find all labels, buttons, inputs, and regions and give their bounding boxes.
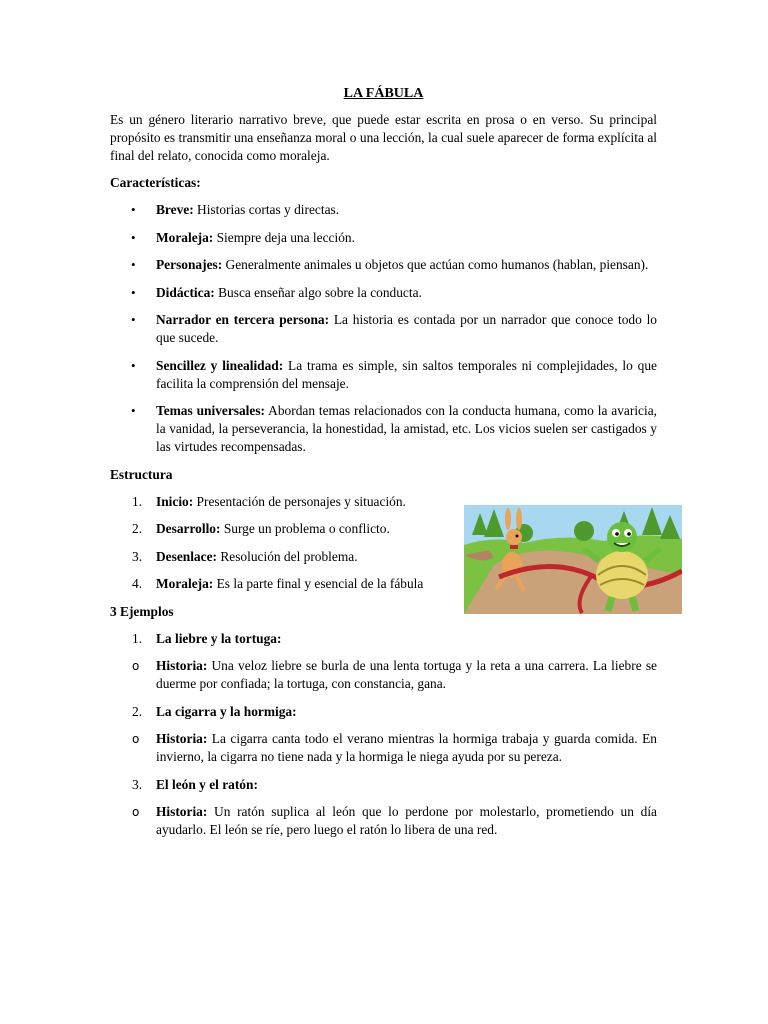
bullet-icon: • [131,357,136,373]
sub-item [110,657,657,693]
item-text: Busca enseñar algo sobre la conducta. [214,284,422,300]
example-sublist [110,657,657,693]
item-term: Personajes: [156,257,223,272]
item-term: Breve: [156,202,194,217]
hare-tortoise-race-illustration [464,505,682,614]
bullet-icon: • [131,403,136,418]
sub-item [110,803,657,839]
item-number: 1. [132,630,143,646]
ejemplos-heading: 3 Ejemplos [110,603,174,619]
list-item [110,703,657,721]
example-title: La cigarra y la hormiga: [156,703,297,719]
item-term: Moraleja: [156,229,214,245]
item-number: 4. [132,576,143,591]
list-item [110,357,657,393]
estructura-heading: Estructura [110,466,173,482]
caracteristicas-list [110,201,657,456]
item-text: La trama es simple, sin saltos temporales ni complejidades, lo que facilita la comprensión del mensaje. [156,357,657,391]
historia-text: Un ratón suplica al león que lo perdone por molestarlo, prometiendo un día ayudarlo. El león se ríe, pero luego el ratón lo libera de una red. [156,804,657,837]
page-title: LA FÁBULA [343,86,424,101]
item-term: Sencillez y linealidad: [156,357,284,373]
item-number: 2. [132,703,143,719]
item-number: 3. [132,548,143,564]
historia-label: Historia: [156,731,208,746]
list-item [110,311,657,347]
sub-bullet-icon: o [132,805,140,819]
item-term: Narrador en tercera persona: [156,312,330,327]
item-text: Es la parte final y esencial de la fábula [213,576,424,591]
example-sublist [110,803,657,839]
item-text: Historias cortas y directas. [193,202,340,217]
sub-bullet-icon: o [132,659,140,673]
list-item [110,284,657,302]
item-text: Abordan temas relacionados con la conducta humana, como la avaricia, la vanidad, la perseverancia, la honestidad, la amistad, etc. Los vicios suelen ser castigados y las virtudes recompensadas. [156,403,658,454]
item-number: 3. [132,776,143,792]
historia-text: La cigarra canta todo el verano mientras la hormiga trabaja y guarda comida. En invierno, la cigarra no tiene nada y la hormiga le niega ayuda por su pereza. [156,731,657,764]
list-item [110,493,456,511]
list-item [110,520,456,538]
list-item [110,402,657,456]
item-text: La historia es contada por un narrador que conoce todo lo que sucede. [156,312,658,345]
item-term: Desarrollo: [156,521,221,536]
intro-paragraph: Es un género literario narrativo breve, que puede estar escrita en prosa o en verso. Su principal propósito es transmitir una enseñanza moral o una lección, la cual suele aparecer de forma explícita al final del relato, conocida como moraleja. [110,112,657,163]
list-item [110,201,657,219]
item-text: Generalmente animales u objetos que actúan como humanos (hablan, piensan). [222,257,649,272]
item-text: Resolución del problema. [216,548,358,564]
historia-text: Una veloz liebre se burla de una lenta tortuga y la reta a una carrera. La liebre se duerme por confiada; la tortuga, con constancia, gana. [156,658,657,691]
historia-label: Historia: [156,804,208,819]
item-term: Temas universales: [156,403,266,418]
item-term: Inicio: [156,493,194,509]
sub-bullet-icon: o [132,732,140,746]
item-number: 2. [132,521,143,536]
sub-item [110,730,657,766]
item-term: Moraleja: [156,576,214,591]
list-item [110,776,657,794]
document-page [110,84,657,849]
item-text: Presentación de personajes y situación. [193,493,406,509]
historia-label: Historia: [156,658,208,673]
list-item [110,548,456,566]
example-sublist [110,730,657,766]
item-text: Surge un problema o conflicto. [220,521,390,536]
list-item [110,575,476,593]
bullet-icon: • [131,284,136,300]
list-item [110,256,657,274]
bullet-icon: • [131,312,136,327]
list-item [110,229,657,247]
ejemplos-list [110,630,657,840]
item-term: Didáctica: [156,284,215,300]
list-item [110,630,657,648]
item-number: 1. [132,493,143,509]
caracteristicas-heading: Características: [110,175,201,190]
item-term: Desenlace: [156,548,217,564]
example-title: La liebre y la tortuga: [156,630,282,646]
bullet-icon: • [131,202,136,217]
example-title: El león y el ratón: [156,776,258,792]
bullet-icon: • [131,257,136,272]
item-text: Siempre deja una lección. [213,229,355,245]
bullet-icon: • [131,229,136,245]
